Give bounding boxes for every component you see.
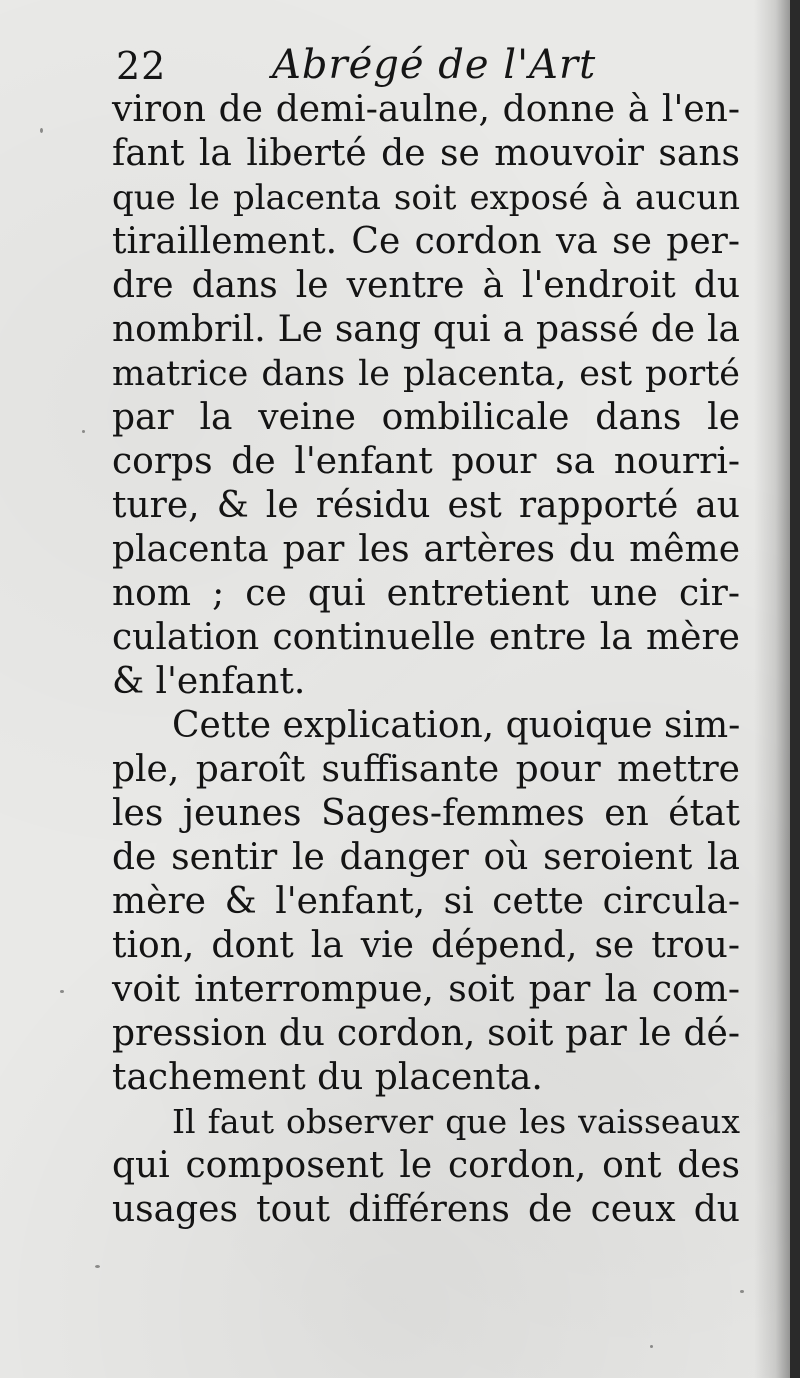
text-line: qui composent le cordon, ont des bbox=[112, 1145, 740, 1186]
text-line: usages tout différens de ceux du bbox=[112, 1189, 740, 1230]
text-line: viron de demi-aulne, donne à l'en- bbox=[112, 89, 740, 130]
text-line: nombril. Le sang qui a passé de la bbox=[112, 309, 740, 350]
text-line: & l'enfant. bbox=[112, 661, 306, 702]
page-edge-shadow bbox=[754, 0, 790, 1378]
text-line: tiraillement. Ce cordon va se per- bbox=[112, 221, 740, 262]
text-line: que le placenta soit exposé à aucun bbox=[112, 178, 740, 218]
text-line: pression du cordon, soit par le dé- bbox=[112, 1013, 740, 1054]
text-line: placenta par les artères du même bbox=[112, 529, 740, 570]
text-line: ture, & le résidu est rapporté au bbox=[112, 485, 740, 526]
text-line: Il faut observer que les vaisseaux bbox=[172, 1102, 740, 1141]
running-title: Abrégé de l'Art bbox=[272, 42, 597, 88]
text-line: par la veine ombilicale dans le bbox=[112, 397, 740, 438]
text-line: mère & l'enfant, si cette circula- bbox=[112, 881, 740, 922]
text-line: nom ; ce qui entretient une cir- bbox=[112, 573, 740, 614]
text-line: les jeunes Sages-femmes en état bbox=[112, 793, 740, 834]
text-line: voit interrompue, soit par la com- bbox=[112, 969, 740, 1010]
page-number: 22 bbox=[116, 44, 167, 88]
text-line: dre dans le ventre à l'endroit du bbox=[112, 265, 740, 306]
text-line: corps de l'enfant pour sa nourri- bbox=[112, 441, 740, 482]
body-text bbox=[112, 88, 740, 1232]
text-line: tachement du placenta. bbox=[112, 1057, 543, 1098]
text-line: Cette explication, quoique sim- bbox=[172, 705, 741, 746]
text-line: fant la liberté de se mouvoir sans bbox=[112, 133, 740, 174]
text-line: culation continuelle entre la mère bbox=[112, 617, 740, 658]
text-line: tion, dont la vie dépend, se trou- bbox=[112, 925, 740, 966]
text-line: matrice dans le placenta, est porté bbox=[112, 354, 740, 394]
text-line: ple, paroît suffisante pour mettre bbox=[112, 749, 740, 790]
text-line: de sentir le danger où seroient la bbox=[112, 837, 740, 878]
